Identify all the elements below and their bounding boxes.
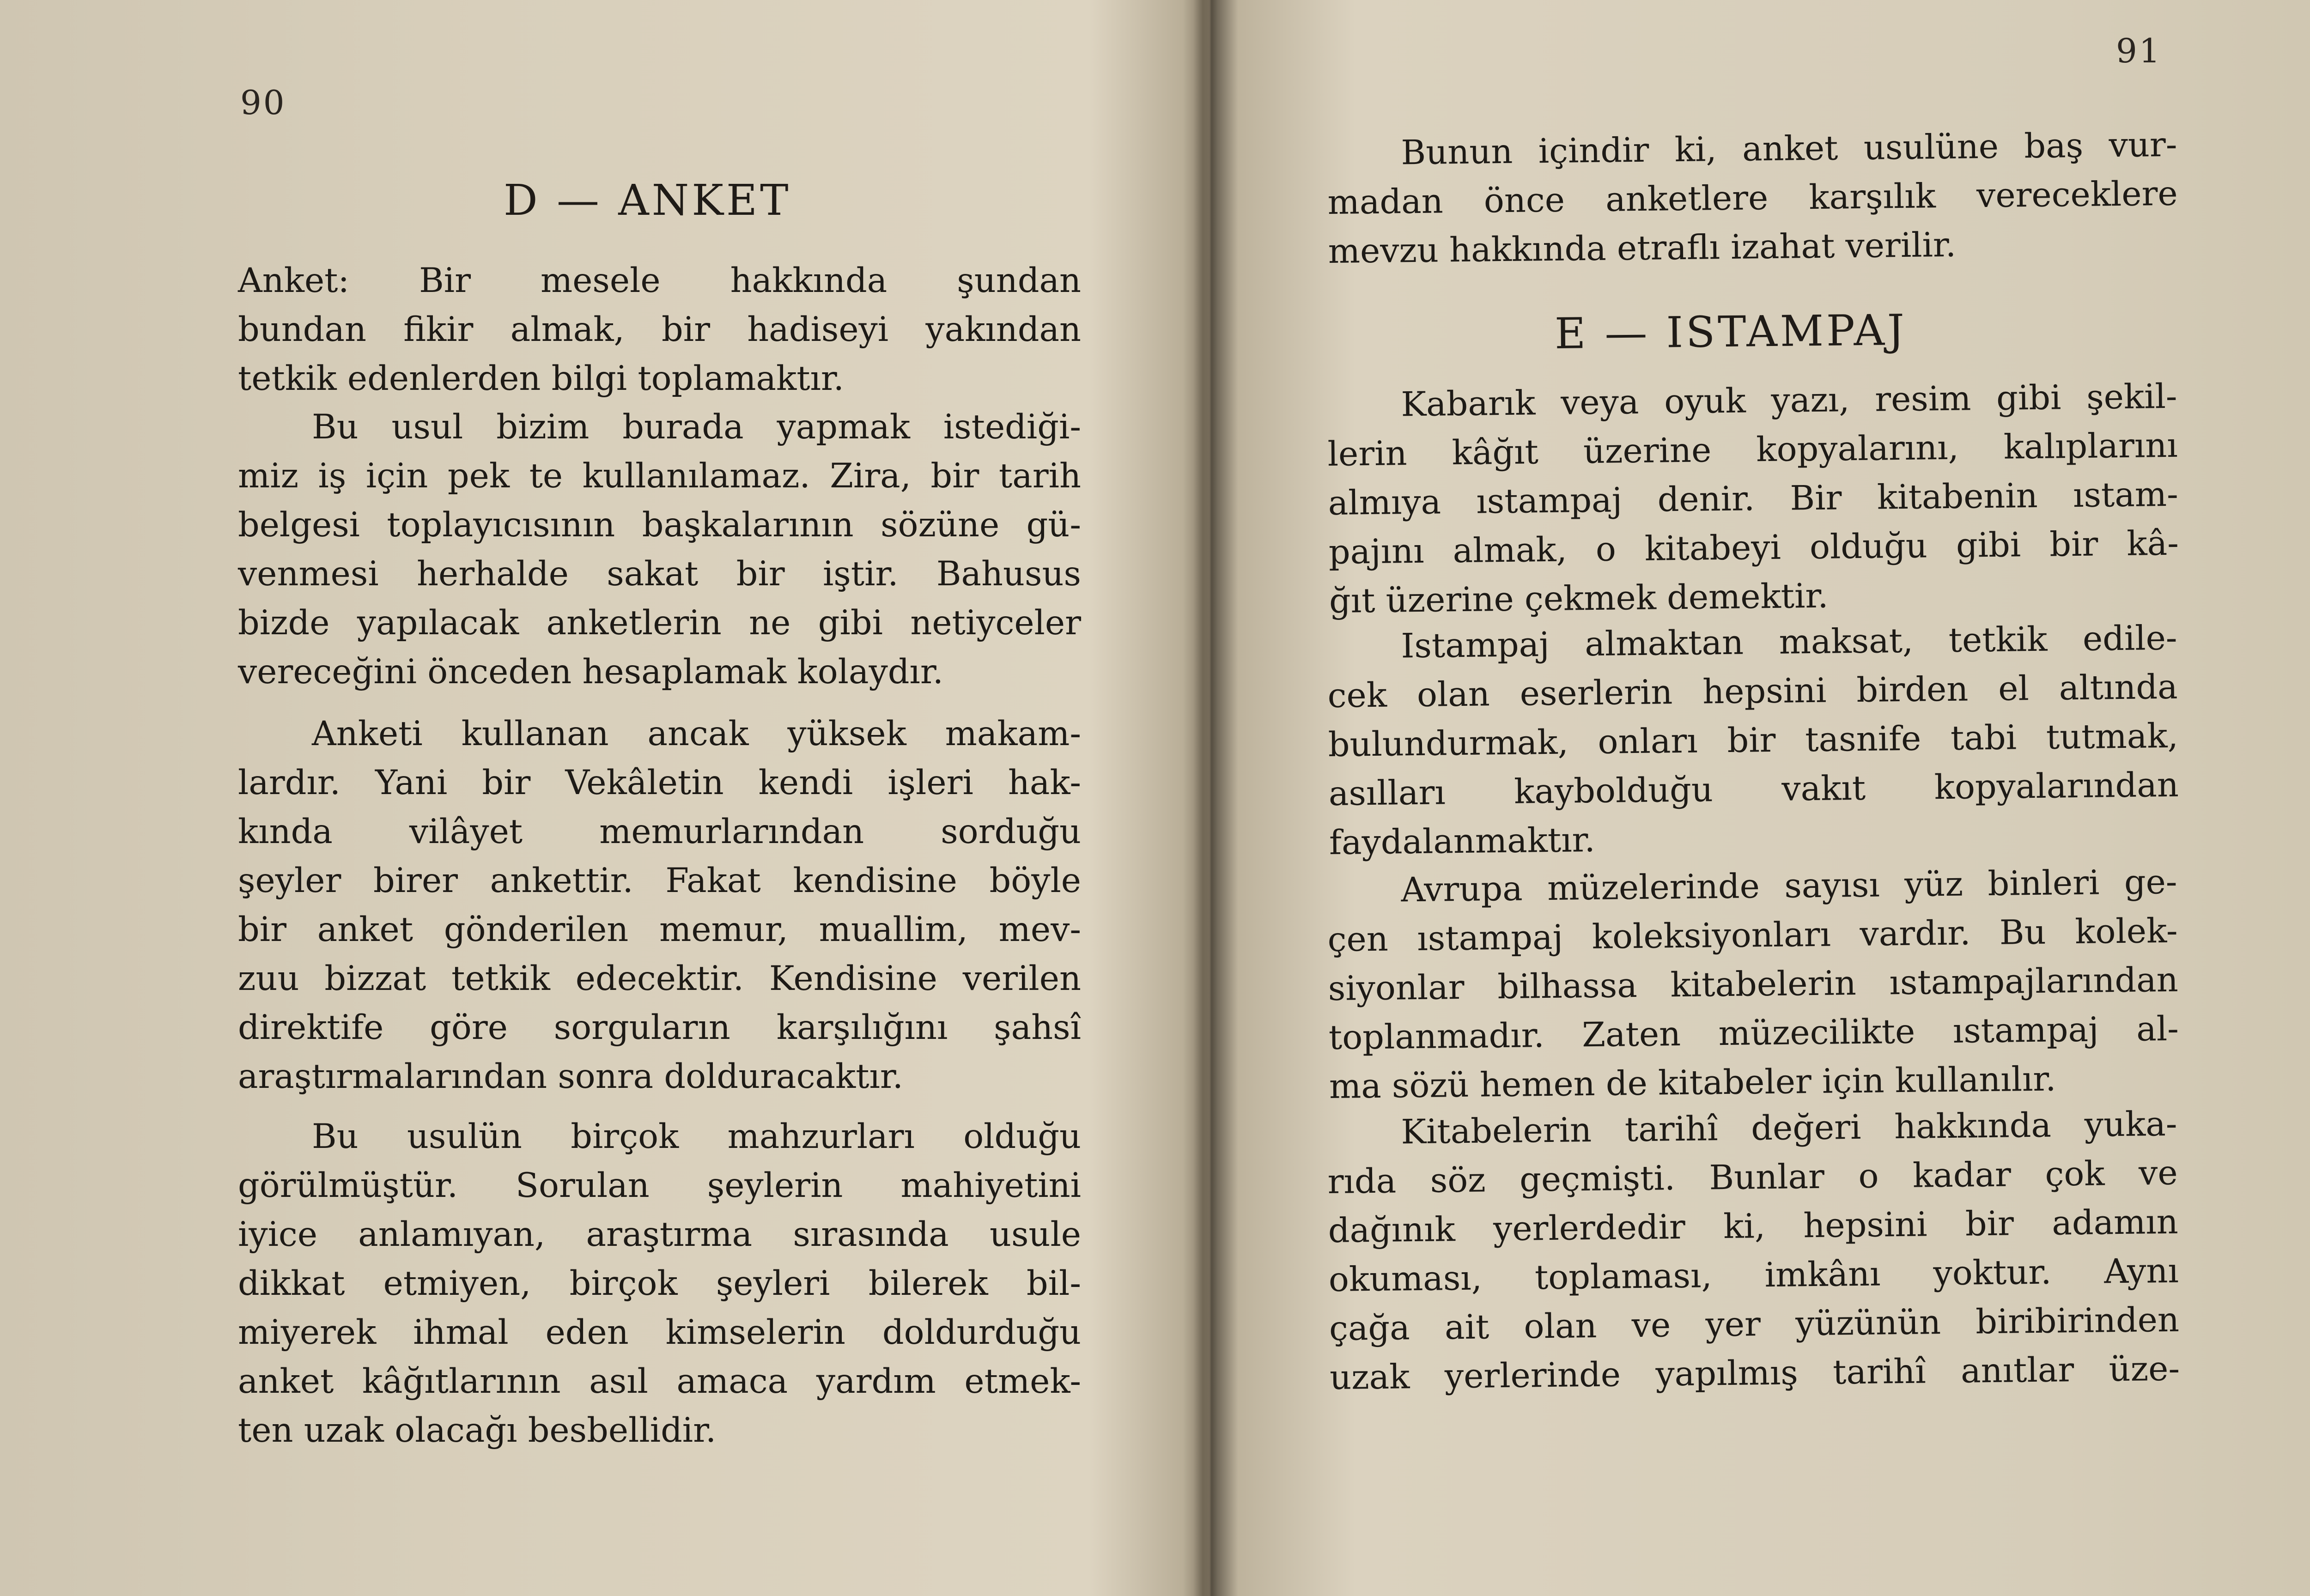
text-line: iyice anlamıyan, araştırma sırasında usule [238,1215,1081,1254]
text-line: çen ıstampaj koleksiyonları vardır. Bu kolek- [1327,911,2178,959]
text-line: direktife göre sorguların karşılığını şahsî [238,1008,1081,1047]
text-line: ma sözü hemen de kitabeler için kullanılır. [1329,1059,2056,1106]
text-line: Kitabelerin tarihî değeri hakkında yuka- [1401,1104,2177,1152]
text-line: cek olan eserlerin hepsini birden el altında [1327,667,2178,716]
text-line: madan önce anketlere karşılık vereceklere [1327,174,2178,222]
text-line: tetkik edenlerden bilgi toplamaktır. [238,359,844,398]
paragraph [1327,858,2179,1111]
text-line: toplanmadır. Zaten müzecilikte ıstampaj al- [1328,1009,2179,1057]
text-line: miyerek ihmal eden kimselerin doldurduğu [238,1313,1081,1352]
text-line: Bu usulün birçok mahzurları olduğu [312,1117,1081,1156]
text-line: vereceğini önceden hesaplamak kolaydır. [238,652,943,692]
text-line: araştırmalarından sonra dolduracaktır. [238,1057,903,1096]
section-heading-anket: D — ANKET [504,176,791,225]
text-line: şeyler birer ankettir. Fakat kendisine böyle [238,861,1081,900]
text-line: rıda söz geçmişti. Bunlar o kadar çok ve [1327,1153,2178,1202]
text-line: belgesi toplayıcısının başkalarının sözüne gü- [238,505,1081,545]
page-number-left: 90 [240,83,286,122]
text-line: bizde yapılacak anketlerin ne gibi netiyceler [238,603,1081,643]
text-line: miz iş için pek te kullanılamaz. Zira, bir tarih [238,456,1081,496]
paragraph [1327,614,2179,868]
text-line: lerin kâğıt üzerine kopyalarını, kalıplarını [1327,425,2178,474]
text-line: kında vilâyet memurlarından sorduğu [238,812,1081,851]
text-line: Bunun içindir ki, anket usulüne baş vur- [1401,125,2177,173]
page-number-right: 91 [2116,31,2162,70]
text-line: Istampaj almaktan maksat, tetkik edile- [1401,618,2177,666]
text-line: bulundurmak, onları bir tasnife tabi tutmak, [1328,716,2179,765]
text-line: ten uzak olacağı besbellidir. [238,1411,717,1450]
text-line: siyonlar bilhassa kitabelerin ıstampajlarından [1328,960,2179,1008]
text-line: zuu bizzat tetkik edecektir. Kendisine verilen [238,959,1081,998]
text-line: asılları kaybolduğu vakıt kopyalarından [1328,765,2179,813]
text-line: anket kâğıtlarının asıl amaca yardım etmek- [238,1362,1081,1401]
text-line: pajını almak, o kitabeyi olduğu gibi bir kâ- [1328,523,2179,572]
text-line: görülmüştür. Sorulan şeylerin mahiyetini [238,1166,1081,1205]
text-line: bir anket gönderilen memur, muallim, mev- [238,910,1081,949]
text-line: ğıt üzerine çekmek demektir. [1329,576,1829,621]
text-line: uzak yerlerinde yapılmış tarihî anıtlar üze- [1329,1349,2180,1397]
paragraph [1327,121,2178,276]
text-line: dağınık yerlerdedir ki, hepsini bir adamın [1328,1202,2179,1250]
text-line: Bu usul bizim burada yapmak istediği- [312,407,1081,447]
text-line: Anketi kullanan ancak yüksek makam- [312,714,1081,753]
text-line: okuması, toplaması, imkânı yoktur. Aynı [1328,1251,2179,1299]
text-line: çağa ait olan ve yer yüzünün biribirinden [1329,1300,2180,1348]
section-heading-istampaj: E — ISTAMPAJ [1554,305,1908,358]
text-line: Kabarık veya oyuk yazı, resim gibi şekil- [1401,376,2177,425]
text-line: Anket: Bir mesele hakkında şundan [238,261,1081,300]
text-line: venmesi herhalde sakat bir iştir. Bahusus [238,554,1081,594]
text-line: dikkat etmiyen, birçok şeyleri bilerek bil- [238,1264,1081,1303]
paragraph [1327,372,2179,626]
text-line: mevzu hakkında etraflı izahat verilir. [1328,225,1957,271]
paragraph [1327,1100,2180,1402]
text-line: bundan fikir almak, bir hadiseyi yakından [238,310,1081,349]
text-line: almıya ıstampaj denir. Bir kitabenin ıstam- [1328,474,2179,523]
text-line: lardır. Yani bir Vekâletin kendi işleri hak- [238,763,1081,802]
text-line: Avrupa müzelerinde sayısı yüz binleri ge- [1401,862,2177,910]
text-line: faydalanmaktır. [1329,820,1596,862]
